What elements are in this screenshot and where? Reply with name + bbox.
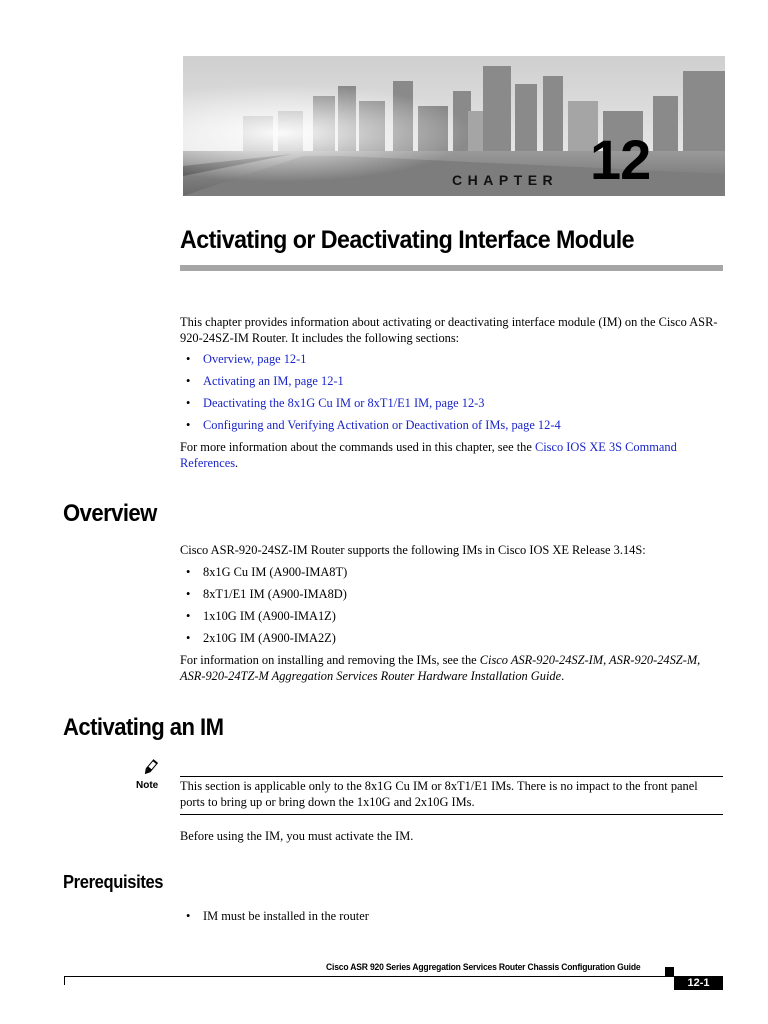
note-bottom-rule: [180, 814, 723, 815]
overview-paragraph: Cisco ASR-920-24SZ-IM Router supports the following IMs in Cisco IOS XE Release 3.14S:: [180, 543, 646, 557]
install-info-prefix: For information on installing and removing the IMs, see the: [180, 653, 480, 667]
im-item: 8x1G Cu IM (A900-IMA8T): [203, 565, 348, 579]
prerequisite-item: IM must be installed in the router: [203, 909, 369, 923]
im-item: 8xT1/E1 IM (A900-IMA8D): [203, 587, 347, 601]
chapter-label: CHAPTER: [452, 172, 559, 188]
more-info-prefix: For more information about the commands used in this chapter, see the: [180, 440, 535, 454]
im-item: 2x10G IM (A900-IMA2Z): [203, 631, 336, 645]
list-item: [186, 351, 306, 367]
page-number: 12-1: [674, 976, 723, 990]
bullet-icon: •: [186, 352, 191, 366]
install-info-paragraph: [180, 652, 725, 684]
note-text: This section is applicable only to the 8x1G Cu IM or 8xT1/E1 IMs. There is no impact to the front panel ports to bring up or bring down the 1x10G and 2x10G IMs.: [180, 779, 698, 809]
footer-rule: [64, 976, 723, 977]
footer-guide-title: Cisco ASR 920 Series Aggregation Services Router Chassis Configuration Guide: [326, 962, 641, 973]
chapter-number: 12: [590, 128, 651, 191]
before-using-paragraph: Before using the IM, you must activate the IM.: [180, 829, 414, 843]
list-item: [186, 417, 561, 433]
link-deactivating[interactable]: Deactivating the 8x1G Cu IM or 8xT1/E1 IM, page 12-3: [203, 396, 485, 410]
title-rule: [180, 265, 723, 271]
im-item: 1x10G IM (A900-IMA1Z): [203, 609, 336, 623]
bullet-icon: •: [186, 396, 191, 410]
list-item: [186, 564, 347, 580]
install-guide-title: Cisco ASR-920-24SZ-IM, ASR-920-24SZ-M, ASR-920-24TZ-M Aggregation Services Router Hardware Installation Guide: [180, 653, 701, 683]
note-label: Note: [136, 780, 159, 791]
bullet-icon: •: [186, 418, 191, 432]
list-item: [186, 395, 484, 411]
bullet-icon: •: [186, 909, 191, 923]
list-item: [186, 586, 347, 602]
more-info-suffix: .: [235, 456, 239, 470]
link-activating-im[interactable]: Activating an IM, page 12-1: [203, 374, 344, 388]
heading-overview: Overview: [63, 500, 157, 527]
bullet-icon: •: [186, 587, 191, 601]
bullet-icon: •: [186, 631, 191, 645]
heading-activating-im: Activating an IM: [63, 714, 224, 741]
link-command-references[interactable]: Cisco IOS XE 3S Command References: [180, 440, 677, 470]
install-info-suffix: .: [561, 669, 565, 683]
note-top-rule: [180, 776, 723, 777]
bullet-icon: •: [186, 609, 191, 623]
intro-paragraph: This chapter provides information about activating or deactivating interface module (IM) on the Cisco ASR-920-24SZ-IM Router. It includes the following sections:: [180, 315, 718, 345]
heading-prerequisites: Prerequisites: [63, 872, 164, 892]
bullet-icon: •: [186, 565, 191, 579]
bullet-icon: •: [186, 374, 191, 388]
footer-marker: [665, 967, 674, 976]
list-item: [186, 908, 369, 924]
chapter-title: Activating or Deactivating Interface Module: [180, 226, 635, 254]
more-info-paragraph: [180, 439, 725, 471]
link-configuring[interactable]: Configuring and Verifying Activation or Deactivation of IMs, page 12-4: [203, 418, 561, 432]
list-item: [186, 608, 336, 624]
list-item: [186, 630, 336, 646]
link-overview[interactable]: Overview, page 12-1: [203, 352, 307, 366]
footer-tick: [64, 976, 65, 985]
list-item: [186, 373, 344, 389]
